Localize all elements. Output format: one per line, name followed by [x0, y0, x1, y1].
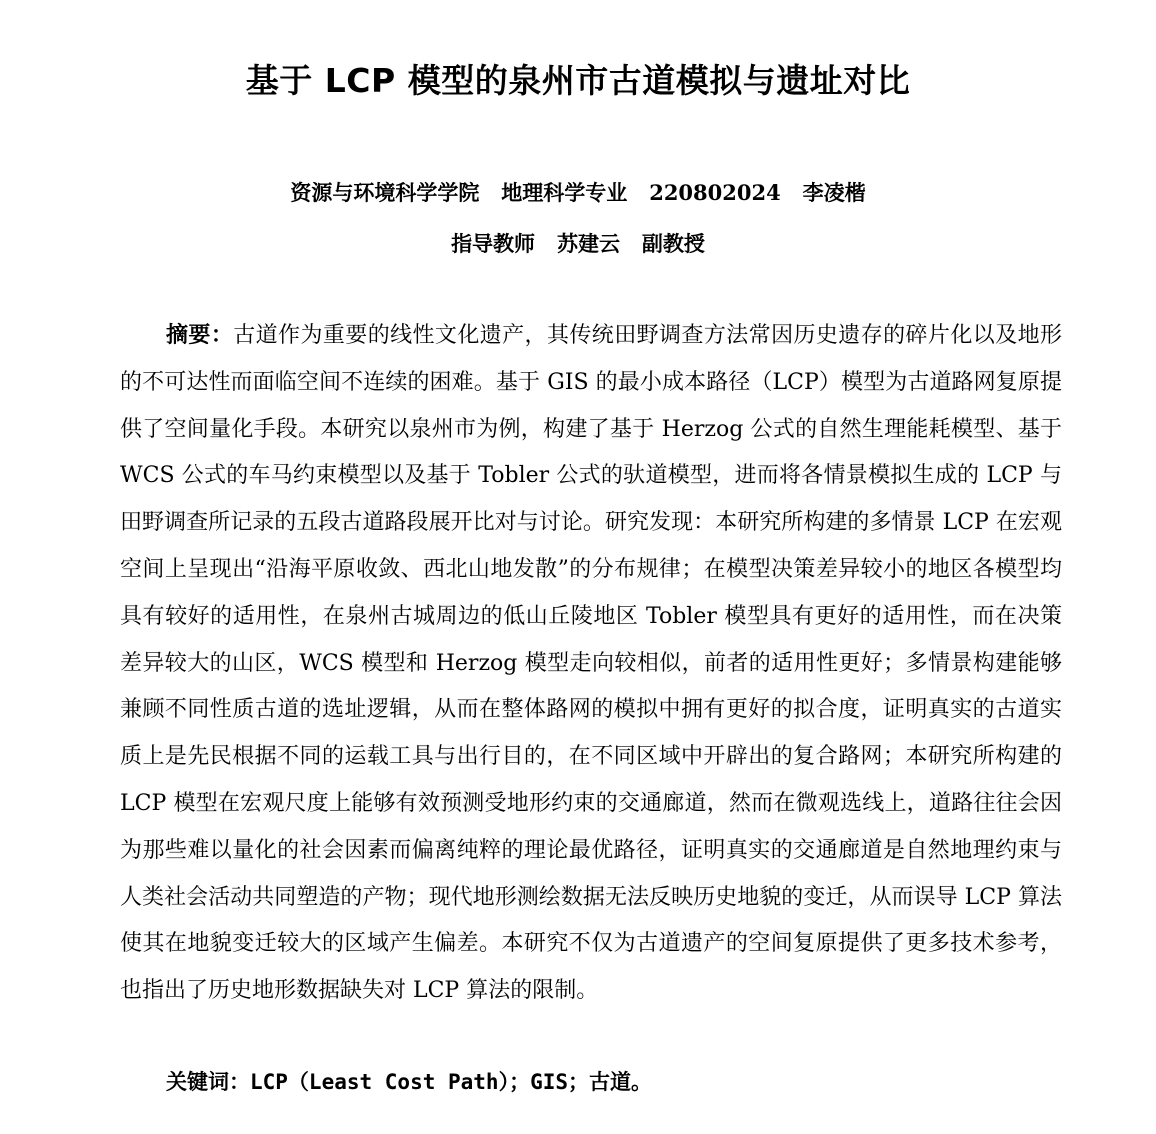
keywords-line — [166, 1060, 1066, 1104]
advisor-info: 指导教师 苏建云 副教授 — [451, 231, 705, 256]
abstract-label: 摘要： — [166, 323, 234, 348]
keywords-value: LCP（Least Cost Path）；GIS；古道。 — [250, 1070, 653, 1094]
abstract-paragraph — [120, 313, 1062, 1015]
keywords-label: 关键词： — [166, 1070, 250, 1094]
author-info: 资源与环境科学学院 地理科学专业 220802024 李凌楷 — [290, 180, 866, 205]
paper-title: 基于 LCP 模型的泉州市古道模拟与遗址对比 — [245, 61, 911, 100]
abstract-text: 古道作为重要的线性文化遗产，其传统田野调查方法常因历史遗存的碎片化以及地形的不可达性而面临空间不连续的困难。基于 GIS 的最小成本路径（LCP）模型为古道路网复原提供了空间量化手段。本研究以泉州市为例，构建了基于 Herzog 公式的自然生理能耗模型、基于 WCS 公式的车马约束模型以及基于 Tobler 公式的驮道模型，进而将各情景模拟生成的 LCP 与田野调查所记录的五段古道路段展开比对与讨论。研究发现：本研究所构建的多情景 LCP 在宏观空间上呈现出“沿海平原收敛、西北山地发散”的分布规律；在模型决策差异较小的地区各模型均具有较好的适用性，在泉州古城周边的低山丘陵地区 Tobler 模型具有更好的适用性，而在决策差异较大的山区，WCS 模型和 Herzog 模型走向较相似，前者的适用性更好；多情景构建能够兼顾不同性质古道的选址逻辑，从而在整体路网的模拟中拥有更好的拟合度，证明真实的古道实质上是先民根据不同的运载工具与出行目的，在不同区域中开辟出的复合路网；本研究所构建的 LCP 模型在宏观尺度上能够有效预测受地形约束的交通廊道，然而在微观选线上，道路往往会因为那些难以量化的社会因素而偏离纯粹的理论最优路径，证明真实的交通廊道是自然地理约束与人类社会活动共同塑造的产物；现代地形测绘数据无法反映历史地貌的变迁，从而误导 LCP 算法使其在地貌变迁较大的区域产生偏差。本研究不仅为古道遗产的空间复原提供了更多技术参考，也指出了历史地形数据缺失对 LCP 算法的限制。 — [120, 323, 1062, 1004]
